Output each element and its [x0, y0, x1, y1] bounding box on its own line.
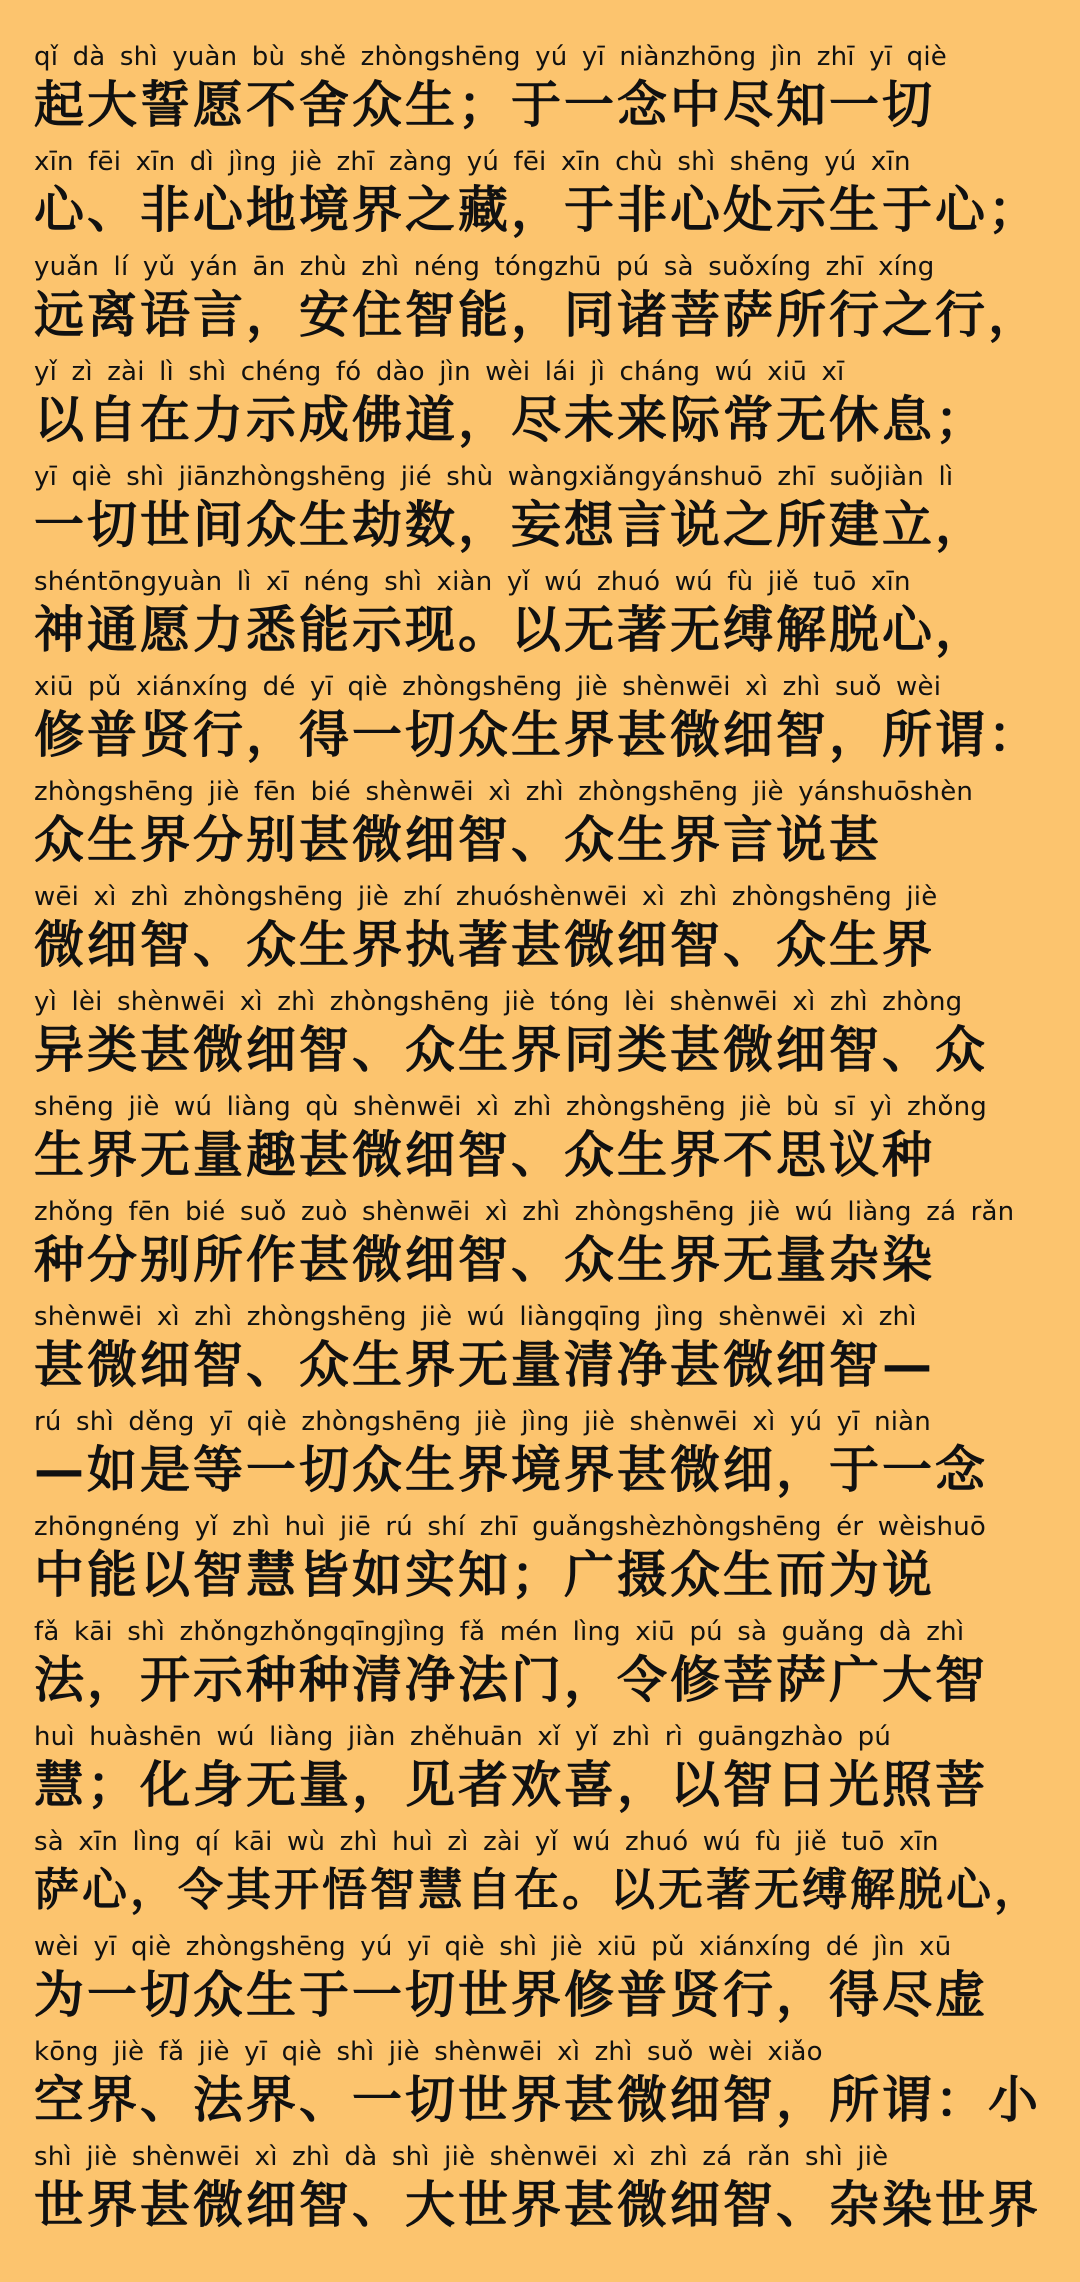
- text-line: [34, 1827, 1050, 1932]
- chinese-text: 神通愿力悉能示现。以无著无缚解脱心，: [34, 601, 988, 659]
- pinyin-annotation: shì jiè shènwēi xì zhì dà shì jiè shènwēi xì zhì zá rǎn shì jiè: [34, 2142, 889, 2172]
- text-line: [34, 1512, 1050, 1617]
- chinese-text: 生界无量趣甚微细智、众生界不思议种: [34, 1126, 935, 1184]
- text-line: [34, 147, 1050, 252]
- chinese-text: 微细智、众生界执著甚微细智、众生界: [34, 916, 935, 974]
- text-line: [34, 252, 1050, 357]
- pinyin-annotation: wēi xì zhì zhòngshēng jiè zhí zhuóshènwēi xì zhì zhòngshēng jiè: [34, 882, 938, 912]
- text-line: [34, 777, 1050, 882]
- pinyin-annotation: rú shì děng yī qiè zhòngshēng jiè jìng jiè shènwēi xì yú yī niàn: [34, 1407, 931, 1437]
- text-line: [34, 1302, 1050, 1407]
- pinyin-annotation: shènwēi xì zhì zhòngshēng jiè wú liàngqīng jìng shènwēi xì zhì: [34, 1302, 917, 1332]
- text-line: [34, 1722, 1050, 1827]
- pinyin-annotation: kōng jiè fǎ jiè yī qiè shì jiè shènwēi xì zhì suǒ wèi xiǎo: [34, 2037, 823, 2067]
- chinese-text: 中能以智慧皆如实知；广摄众生而为说: [34, 1546, 935, 1604]
- chinese-text: 慧；化身无量，见者欢喜，以智日光照菩: [34, 1756, 988, 1814]
- chinese-text: 萨心，令其开悟智慧自在。以无著无缚解脱心，: [34, 1863, 1043, 1916]
- chinese-text: 心、非心地境界之藏，于非心处示生于心；: [34, 181, 1041, 239]
- chinese-text: —如是等一切众生界境界甚微细，于一念: [34, 1441, 988, 1499]
- chinese-text: 空界、法界、一切世界甚微细智，所谓：小: [34, 2071, 1041, 2129]
- chinese-text: 法，开示种种清净法门，令修菩萨广大智: [34, 1651, 988, 1709]
- pinyin-annotation: zhòngshēng jiè fēn bié shènwēi xì zhì zhòngshēng jiè yánshuōshèn: [34, 777, 974, 807]
- pinyin-annotation: xiū pǔ xiánxíng dé yī qiè zhòngshēng jiè shènwēi xì zhì suǒ wèi: [34, 672, 942, 702]
- text-line: [34, 1617, 1050, 1722]
- pinyin-annotation: shēng jiè wú liàng qù shènwēi xì zhì zhòngshēng jiè bù sī yì zhǒng: [34, 1092, 987, 1122]
- text-line: [34, 1092, 1050, 1197]
- chinese-text: 种分别所作甚微细智、众生界无量杂染: [34, 1231, 935, 1289]
- pinyin-annotation: wèi yī qiè zhòngshēng yú yī qiè shì jiè xiū pǔ xiánxíng dé jìn xū: [34, 1932, 952, 1962]
- chinese-text: 远离语言，安住智能，同诸菩萨所行之行，: [34, 286, 1041, 344]
- pinyin-annotation: shéntōngyuàn lì xī néng shì xiàn yǐ wú zhuó wú fù jiě tuō xīn: [34, 567, 911, 597]
- pinyin-annotation: fǎ kāi shì zhǒngzhǒngqīngjìng fǎ mén lìng xiū pú sà guǎng dà zhì: [34, 1617, 965, 1647]
- chinese-text: 甚微细智、众生界无量清净甚微细智—: [34, 1336, 935, 1394]
- text-line: [34, 987, 1050, 1092]
- pinyin-annotation: qǐ dà shì yuàn bù shě zhòngshēng yú yī niànzhōng jìn zhī yī qiè: [34, 42, 947, 72]
- text-line: [34, 882, 1050, 987]
- text-line: [34, 462, 1050, 567]
- text-line: [34, 1407, 1050, 1512]
- pinyin-annotation: zhōngnéng yǐ zhì huì jiē rú shí zhī guǎngshèzhòngshēng ér wèishuō: [34, 1512, 986, 1542]
- text-line: [34, 2142, 1050, 2247]
- pinyin-annotation: xīn fēi xīn dì jìng jiè zhī zàng yú fēi xīn chù shì shēng yú xīn: [34, 147, 911, 177]
- text-line: [34, 567, 1050, 672]
- text-line: [34, 672, 1050, 777]
- text-line: [34, 1932, 1050, 2037]
- chinese-text: 以自在力示成佛道，尽未来际常无休息；: [34, 391, 988, 449]
- chinese-text: 为一切众生于一切世界修普贤行，得尽虚: [34, 1966, 988, 2024]
- pinyin-annotation: yǐ zì zài lì shì chéng fó dào jìn wèi lái jì cháng wú xiū xī: [34, 357, 845, 387]
- chinese-text: 起大誓愿不舍众生；于一念中尽知一切: [34, 76, 935, 134]
- pinyin-annotation: yì lèi shènwēi xì zhì zhòngshēng jiè tóng lèi shènwēi xì zhì zhòng: [34, 987, 963, 1017]
- chinese-text: 众生界分别甚微细智、众生界言说甚: [34, 811, 882, 869]
- pinyin-annotation: yī qiè shì jiānzhòngshēng jié shù wàngxiǎngyánshuō zhī suǒjiàn lì: [34, 462, 954, 492]
- pinyin-annotation: yuǎn lí yǔ yán ān zhù zhì néng tóngzhū pú sà suǒxíng zhī xíng: [34, 252, 935, 282]
- pinyin-annotation: sà xīn lìng qí kāi wù zhì huì zì zài yǐ wú zhuó wú fù jiě tuō xīn: [34, 1827, 939, 1857]
- text-line: [34, 42, 1050, 147]
- chinese-text: 异类甚微细智、众生界同类甚微细智、众: [34, 1021, 988, 1079]
- pinyin-annotation: zhǒng fēn bié suǒ zuò shènwēi xì zhì zhòngshēng jiè wú liàng zá rǎn: [34, 1197, 1015, 1227]
- text-line: [34, 1197, 1050, 1302]
- pinyin-annotation: huì huàshēn wú liàng jiàn zhěhuān xǐ yǐ zhì rì guāngzhào pú: [34, 1722, 892, 1752]
- chinese-text: 修普贤行，得一切众生界甚微细智，所谓：: [34, 706, 1041, 764]
- text-line: [34, 2037, 1050, 2142]
- chinese-text: 一切世间众生劫数，妄想言说之所建立，: [34, 496, 988, 554]
- chinese-text: 世界甚微细智、大世界甚微细智、杂染世界: [34, 2176, 1041, 2234]
- text-line: [34, 357, 1050, 462]
